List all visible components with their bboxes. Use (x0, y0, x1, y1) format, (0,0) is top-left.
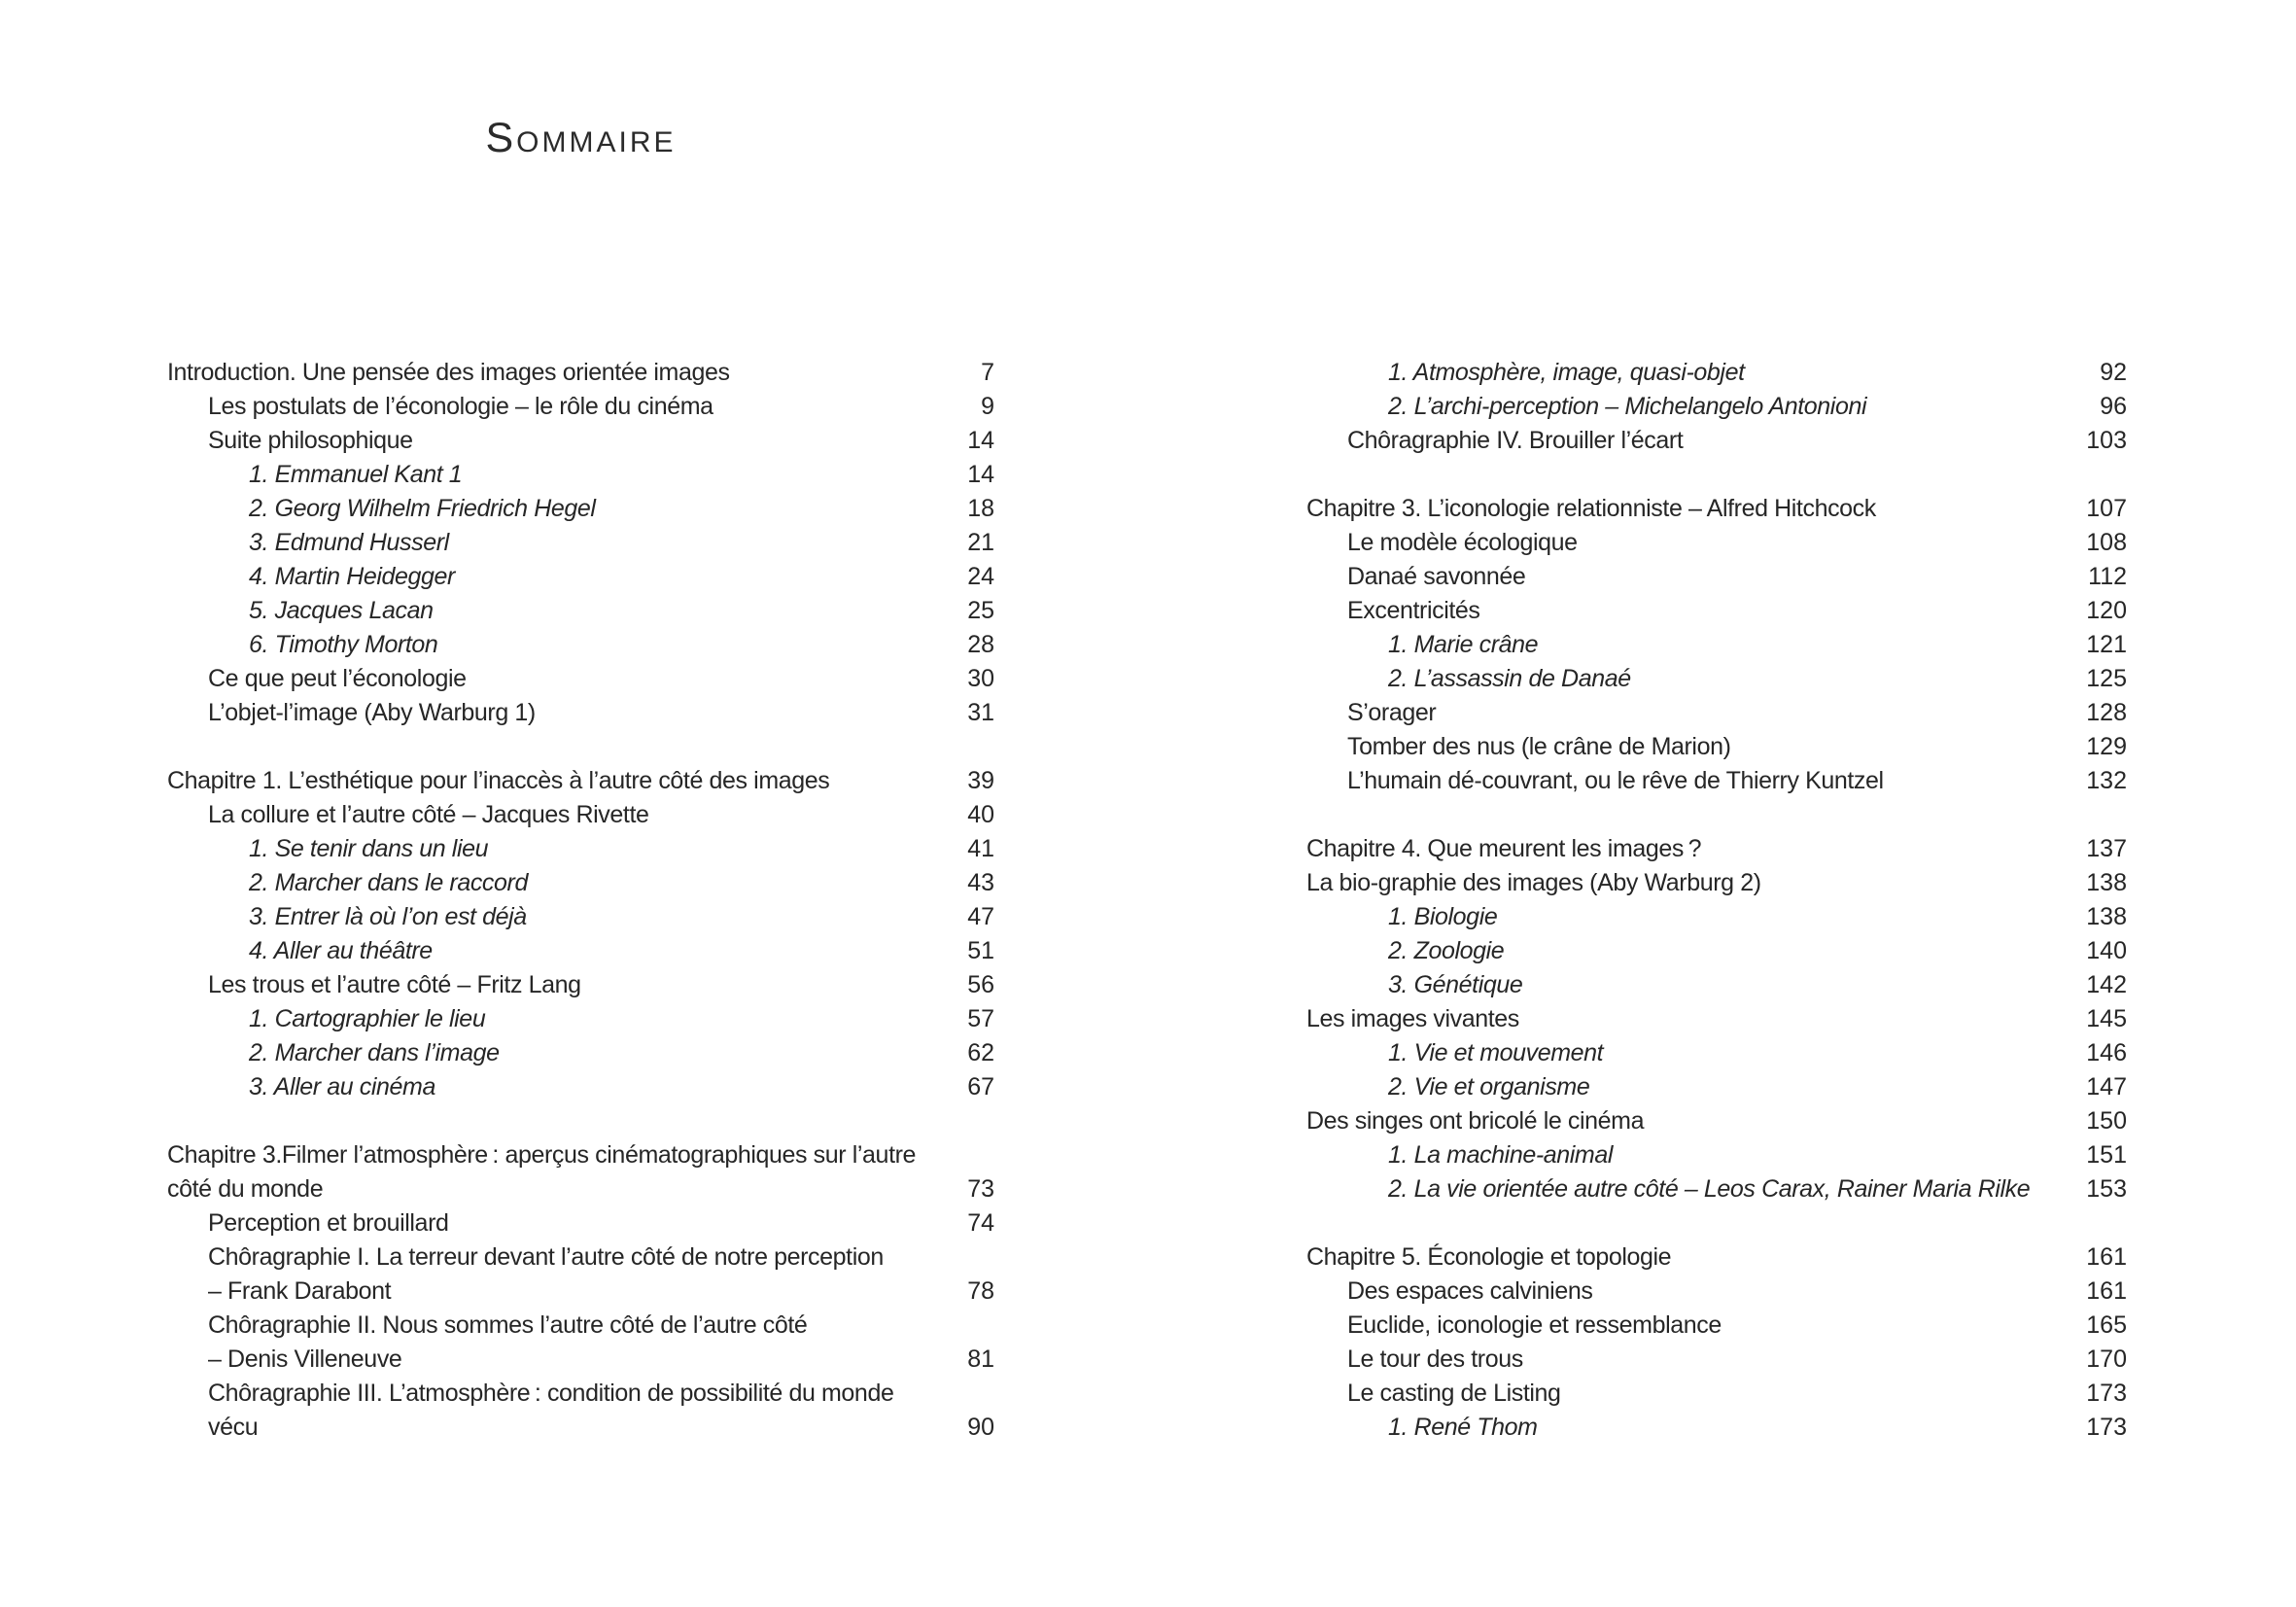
toc-entry (167, 662, 994, 696)
toc-entry-page: 137 (2086, 835, 2127, 862)
toc-entry (167, 526, 994, 560)
toc-entry-page: 121 (2086, 631, 2127, 658)
toc-entry-label: La bio-graphie des images (Aby Warburg 2) (1306, 869, 1761, 896)
toc-entry-page: 173 (2086, 1414, 2127, 1441)
toc-entry-page: 14 (967, 427, 994, 454)
toc-entry (1306, 696, 2127, 730)
toc-entry-label: Les postulats de l’éconologie – le rôle du cinéma (208, 393, 713, 420)
toc-entry-page: 146 (2086, 1039, 2127, 1066)
toc-entry-page: 41 (967, 835, 994, 862)
toc-entry-label: 1. Se tenir dans un lieu (249, 835, 489, 862)
toc-entry-label: Euclide, iconologie et ressemblance (1347, 1311, 1722, 1339)
toc-entry-label: 2. La vie orientée autre côté – Leos Carax, Rainer Maria Rilke (1388, 1175, 2031, 1203)
toc-entry-label: Chôragraphie II. Nous sommes l’autre côté de l’autre côté – Denis Villeneuve (208, 1311, 808, 1373)
toc-entry-label: Chôragraphie III. L’atmosphère : condition de possibilité du monde vécu (208, 1380, 894, 1441)
toc-entry-label: Ce que peut l’éconologie (208, 665, 467, 692)
toc-entry-page: 128 (2086, 699, 2127, 726)
toc-entry-page: 74 (967, 1209, 994, 1237)
toc-entry-page: 125 (2086, 665, 2127, 692)
toc-entry (1306, 1309, 2127, 1343)
toc-entry (1306, 1138, 2127, 1172)
toc-entry (1306, 662, 2127, 696)
toc-entry-label: 1. Emmanuel Kant 1 (249, 461, 463, 488)
toc-entry-label: Le casting de Listing (1347, 1380, 1561, 1407)
toc-entry (167, 1309, 994, 1377)
toc-entry (1306, 1377, 2127, 1411)
toc-entry-page: 25 (967, 597, 994, 624)
toc-entry-page: 81 (967, 1345, 994, 1373)
toc-entry-label: Suite philosophique (208, 427, 413, 454)
toc-entry-page: 153 (2086, 1175, 2127, 1203)
toc-entry-page: 147 (2086, 1073, 2127, 1100)
toc-block (167, 764, 994, 1104)
toc-entry-page: 129 (2086, 733, 2127, 760)
toc-entry-label: 1. Atmosphère, image, quasi-objet (1388, 359, 1745, 386)
toc-entry (167, 866, 994, 900)
toc-entry (167, 1377, 994, 1445)
toc-entry-label: 2. Zoologie (1388, 937, 1505, 964)
toc-entry-page: 138 (2086, 903, 2127, 930)
toc-entry (1306, 1411, 2127, 1445)
toc-entry (1306, 560, 2127, 594)
toc-entry-label: Des singes ont bricolé le cinéma (1306, 1107, 1645, 1135)
toc-entry (167, 968, 994, 1002)
toc-entry-label: L’objet-l’image (Aby Warburg 1) (208, 699, 536, 726)
toc-entry (1306, 1172, 2127, 1206)
toc-entry (1306, 832, 2127, 866)
toc-entry-page: 51 (967, 937, 994, 964)
toc-entry-label: 2. Marcher dans le raccord (249, 869, 528, 896)
toc-block (167, 356, 994, 730)
toc-block (1306, 832, 2127, 1206)
toc-entry-label: 1. Vie et mouvement (1388, 1039, 1604, 1066)
toc-entry-page: 145 (2086, 1005, 2127, 1032)
toc-entry-page: 73 (967, 1175, 994, 1203)
toc-block (1306, 1240, 2127, 1445)
toc-entry-page: 62 (967, 1039, 994, 1066)
toc-entry (1306, 1070, 2127, 1104)
toc-entry-label: 3. Aller au cinéma (249, 1073, 435, 1100)
toc-entry-label: 2. L’archi-perception – Michelangelo Antonioni (1388, 393, 1867, 420)
toc-entry-page: 31 (967, 699, 994, 726)
toc-entry-page: 39 (967, 767, 994, 794)
toc-entry-label: 1. René Thom (1388, 1414, 1538, 1441)
toc-entry-page: 47 (967, 903, 994, 930)
toc-entry-label: 1. Cartographier le lieu (249, 1005, 486, 1032)
toc-entry (167, 1070, 994, 1104)
toc-entry (1306, 934, 2127, 968)
toc-entry-label: Introduction. Une pensée des images orientée images (167, 359, 730, 386)
toc-entry (1306, 866, 2127, 900)
toc-entry (1306, 390, 2127, 424)
toc-entry-page: 151 (2086, 1141, 2127, 1169)
toc-entry (1306, 730, 2127, 764)
toc-entry-page: 28 (967, 631, 994, 658)
toc-entry-page: 43 (967, 869, 994, 896)
toc-entry-page: 7 (981, 359, 994, 386)
toc-entry-label: Des espaces calviniens (1347, 1277, 1593, 1305)
toc-entry-page: 120 (2086, 597, 2127, 624)
toc-entry (167, 1036, 994, 1070)
toc-entry-label: La collure et l’autre côté – Jacques Rivette (208, 801, 649, 828)
toc-entry (1306, 1036, 2127, 1070)
toc-entry (1306, 1275, 2127, 1309)
toc-entry-label: 3. Entrer là où l’on est déjà (249, 903, 527, 930)
toc-entry (1306, 1002, 2127, 1036)
toc-entry (167, 934, 994, 968)
toc-entry-page: 161 (2086, 1243, 2127, 1271)
toc-left-column (167, 356, 994, 1445)
toc-entry-page: 92 (2100, 359, 2127, 386)
toc-entry-page: 78 (967, 1277, 994, 1305)
toc-entry-label: Excentricités (1347, 597, 1480, 624)
toc-entry-label: Chôragraphie I. La terreur devant l’autre côté de notre perception – Frank Darabont (208, 1243, 884, 1305)
toc-entry-label: L’humain dé-couvrant, ou le rêve de Thierry Kuntzel (1347, 767, 1884, 794)
toc-entry-page: 67 (967, 1073, 994, 1100)
toc-entry (167, 356, 994, 390)
toc-entry-page: 161 (2086, 1277, 2127, 1305)
toc-entry (1306, 424, 2127, 458)
toc-entry (1306, 968, 2127, 1002)
toc-entry-page: 30 (967, 665, 994, 692)
toc-entry (1306, 594, 2127, 628)
toc-entry (1306, 356, 2127, 390)
toc-entry-page: 90 (967, 1414, 994, 1441)
toc-entry-page: 14 (967, 461, 994, 488)
toc-entry (1306, 526, 2127, 560)
toc-block (1306, 492, 2127, 798)
toc-entry (1306, 1104, 2127, 1138)
toc-entry (1306, 492, 2127, 526)
toc-entry (1306, 900, 2127, 934)
toc-entry-label: 2. Vie et organisme (1388, 1073, 1590, 1100)
toc-entry-label: Chapitre 5. Éconologie et topologie (1306, 1243, 1672, 1271)
toc-entry-label: 2. Georg Wilhelm Friedrich Hegel (249, 495, 596, 522)
toc-entry-label: S’orager (1347, 699, 1437, 726)
toc-entry-page: 57 (967, 1005, 994, 1032)
toc-entry-page: 24 (967, 563, 994, 590)
toc-entry (1306, 1343, 2127, 1377)
toc-block (1306, 356, 2127, 458)
toc-entry-label: 4. Martin Heidegger (249, 563, 455, 590)
toc-entry-page: 107 (2086, 495, 2127, 522)
toc-entry-page: 112 (2088, 563, 2127, 590)
toc-entry-page: 40 (967, 801, 994, 828)
toc-entry (167, 696, 994, 730)
toc-entry-page: 56 (967, 971, 994, 998)
toc-entry-label: Chôragraphie IV. Brouiller l’écart (1347, 427, 1684, 454)
toc-entry-page: 21 (967, 529, 994, 556)
toc-entry-label: Chapitre 1. L’esthétique pour l’inaccès à l’autre côté des images (167, 767, 830, 794)
toc-entry-label: 3. Edmund Husserl (249, 529, 449, 556)
toc-entry-label: Chapitre 3.Filmer l’atmosphère : aperçus cinématographiques sur l’autre côté du monde (167, 1141, 917, 1203)
toc-entry-page: 96 (2100, 393, 2127, 420)
toc-entry (1306, 628, 2127, 662)
toc-entry (167, 1138, 994, 1206)
toc-entry-label: 1. Marie crâne (1388, 631, 1539, 658)
toc-entry (1306, 1240, 2127, 1275)
toc-entry (1306, 764, 2127, 798)
toc-entry-label: 1. Biologie (1388, 903, 1498, 930)
toc-entry-label: 4. Aller au théâtre (249, 937, 433, 964)
toc-entry-label: Les images vivantes (1306, 1005, 1519, 1032)
toc-entry-page: 170 (2086, 1345, 2127, 1373)
toc-entry-label: Chapitre 3. L’iconologie relationniste – Alfred Hitchcock (1306, 495, 1876, 522)
toc-entry-label: Chapitre 4. Que meurent les images ? (1306, 835, 1702, 862)
toc-entry-label: 3. Génétique (1388, 971, 1523, 998)
toc-entry (167, 1240, 994, 1309)
toc-entry-label: 2. L’assassin de Danaé (1388, 665, 1631, 692)
toc-entry (167, 900, 994, 934)
toc-entry-page: 132 (2086, 767, 2127, 794)
toc-entry-label: Le modèle écologique (1347, 529, 1578, 556)
toc-entry-page: 173 (2086, 1380, 2127, 1407)
toc-entry (167, 458, 994, 492)
toc-entry-label: 1. La machine-animal (1388, 1141, 1614, 1169)
toc-entry-page: 150 (2086, 1107, 2127, 1135)
toc-entry (167, 594, 994, 628)
toc-entry (167, 492, 994, 526)
toc-entry-label: 5. Jacques Lacan (249, 597, 434, 624)
toc-entry (167, 832, 994, 866)
toc-block (167, 1138, 994, 1445)
toc-entry-page: 108 (2086, 529, 2127, 556)
toc-entry-label: 2. Marcher dans l’image (249, 1039, 500, 1066)
page-title: Sommaire (485, 115, 677, 161)
toc-entry-label: Les trous et l’autre côté – Fritz Lang (208, 971, 581, 998)
toc-entry-label: 6. Timothy Morton (249, 631, 438, 658)
toc-entry-label: Tomber des nus (le crâne de Marion) (1347, 733, 1731, 760)
toc-entry (167, 628, 994, 662)
toc-entry-page: 140 (2086, 937, 2127, 964)
toc-entry (167, 390, 994, 424)
toc-entry (167, 1002, 994, 1036)
toc-entry (167, 560, 994, 594)
toc-entry (167, 798, 994, 832)
toc-entry-label: Le tour des trous (1347, 1345, 1523, 1373)
toc-entry (167, 1206, 994, 1240)
toc-right-column (1306, 356, 2127, 1445)
toc-entry-page: 165 (2086, 1311, 2127, 1339)
toc-entry-page: 142 (2086, 971, 2127, 998)
toc-entry-page: 138 (2086, 869, 2127, 896)
toc-entry-label: Danaé savonnée (1347, 563, 1526, 590)
toc-entry-page: 9 (981, 393, 994, 420)
toc-entry (167, 424, 994, 458)
toc-entry (167, 764, 994, 798)
toc-entry-page: 103 (2086, 427, 2127, 454)
toc-entry-label: Perception et brouillard (208, 1209, 449, 1237)
toc-entry-page: 18 (967, 495, 994, 522)
